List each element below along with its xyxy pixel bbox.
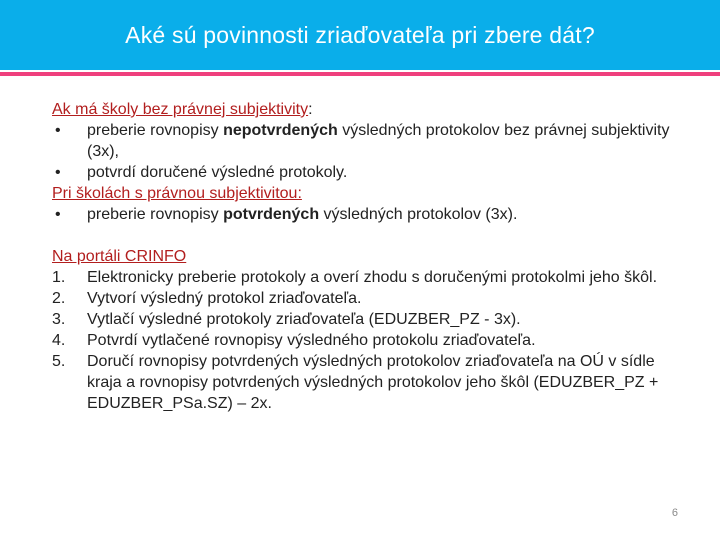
bullet-text-part: výsledných protokolov bez právnej subjektivity (3x), bbox=[87, 122, 670, 160]
slide-header bbox=[0, 0, 720, 70]
numbered-item bbox=[52, 351, 692, 414]
page-number: 6 bbox=[671, 507, 678, 519]
bullet-text-bold: potvrdených bbox=[223, 206, 320, 223]
accent-stripe bbox=[0, 72, 720, 76]
number-marker: 1. bbox=[52, 269, 66, 286]
section-title-with-subjectivity bbox=[52, 183, 692, 204]
bullet-text bbox=[87, 204, 517, 225]
section-title-no-subjectivity bbox=[52, 99, 692, 120]
number-marker: 2. bbox=[52, 290, 66, 307]
bullet-item bbox=[52, 204, 692, 225]
bullet-text-bold: nepotvrdených bbox=[223, 122, 338, 139]
section-title-crinfo bbox=[52, 246, 692, 267]
bullet-text: potvrdí doručené výsledné protokoly. bbox=[87, 164, 348, 181]
numbered-item bbox=[52, 267, 692, 288]
bullet-text-part: výsledných protokolov (3x). bbox=[319, 206, 518, 223]
section-title-text: Ak má školy bez právnej subjektivity bbox=[52, 101, 309, 118]
numbered-text: Vytlačí výsledné protokoly zriaďovateľa (EDUZBER_PZ - 3x). bbox=[87, 311, 521, 328]
section-title-colon: : bbox=[308, 101, 313, 118]
section-title-text: Pri školách s právnou subjektivitou: bbox=[52, 185, 302, 202]
numbered-item bbox=[52, 330, 692, 351]
slide-content bbox=[52, 99, 692, 414]
spacer bbox=[52, 225, 692, 246]
numbered-text: Vytvorí výsledný protokol zriaďovateľa. bbox=[87, 290, 362, 307]
bullet-marker: • bbox=[55, 122, 61, 139]
numbered-item bbox=[52, 288, 692, 309]
number-marker: 4. bbox=[52, 332, 66, 349]
slide-title: Aké sú povinnosti zriaďovateľa pri zbere dát? bbox=[125, 21, 595, 48]
bullet-item bbox=[52, 162, 692, 183]
bullet-marker: • bbox=[55, 164, 61, 181]
number-marker: 3. bbox=[52, 311, 66, 328]
bullet-marker: • bbox=[55, 206, 61, 223]
bullet-text-part: preberie rovnopisy bbox=[87, 122, 224, 139]
bullet-item bbox=[52, 120, 692, 162]
section-title-text: Na portáli CRINFO bbox=[52, 248, 187, 265]
bullet-text bbox=[87, 120, 692, 162]
numbered-text: Potvrdí vytlačené rovnopisy výsledného protokolu zriaďovateľa. bbox=[87, 332, 536, 349]
numbered-item bbox=[52, 309, 692, 330]
numbered-text: Elektronicky preberie protokoly a overí zhodu s doručenými protokolmi jeho škôl. bbox=[87, 269, 658, 286]
numbered-text: Doručí rovnopisy potvrdených výsledných protokolov zriaďovateľa na OÚ v sídle kraja a rovnopisy potvrdených výsledných protokolov jeho škôl (EDUZBER_PZ + EDUZBER_PSa.SZ) – 2x. bbox=[87, 353, 659, 412]
number-marker: 5. bbox=[52, 353, 66, 370]
bullet-text-part: preberie rovnopisy bbox=[87, 206, 224, 223]
